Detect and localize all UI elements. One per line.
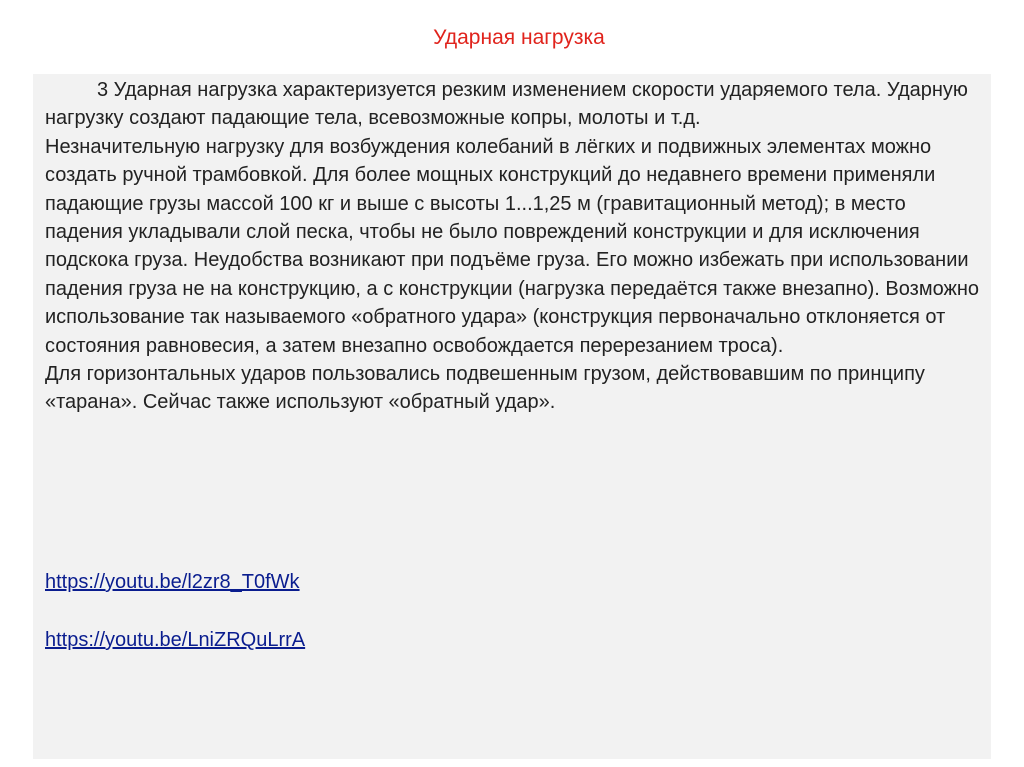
video-link-1[interactable]: https://youtu.be/l2zr8_T0fWk <box>45 571 300 593</box>
video-links <box>45 568 305 654</box>
video-link-2[interactable]: https://youtu.be/LniZRQuLrrA <box>45 629 306 651</box>
slide-title: Ударная нагрузка <box>433 26 605 49</box>
slide-body <box>45 76 980 417</box>
paragraph-intro: 3 Ударная нагрузка характеризуется резким изменением скорости ударяемого тела. Ударную нагрузку создают падающие тела, всевозможные копры, молоты и т.д. <box>45 79 968 130</box>
paragraph-methods: Незначительную нагрузку для возбуждения колебаний в лёгких и подвижных элементах можно создать ручной трамбовкой. Для более мощных конструкций до недавнего времени применяли падающие грузы массой 100 кг и выше с высоты 1...1,25 м (гравитационный метод); в место падения укладывали слой песка, чтобы не было повреждений конструкции и для исключения подскока груза. Неудобства возникают при подъёме груза. Его можно избежать при использовании падения груза не на конструкцию, а с конструкции (нагрузка передаётся также внезапно). Возможно использование так называемого «обратного удара» (конструкция первоначально отклоняется от состояния равновесия, а затем внезапно освобождается перерезанием троса). <box>45 135 980 357</box>
paragraph-horizontal: Для горизонтальных ударов пользовались подвешенным грузом, действовавшим по принципу «тарана». Сейчас также используют «обратный удар». <box>45 363 925 414</box>
